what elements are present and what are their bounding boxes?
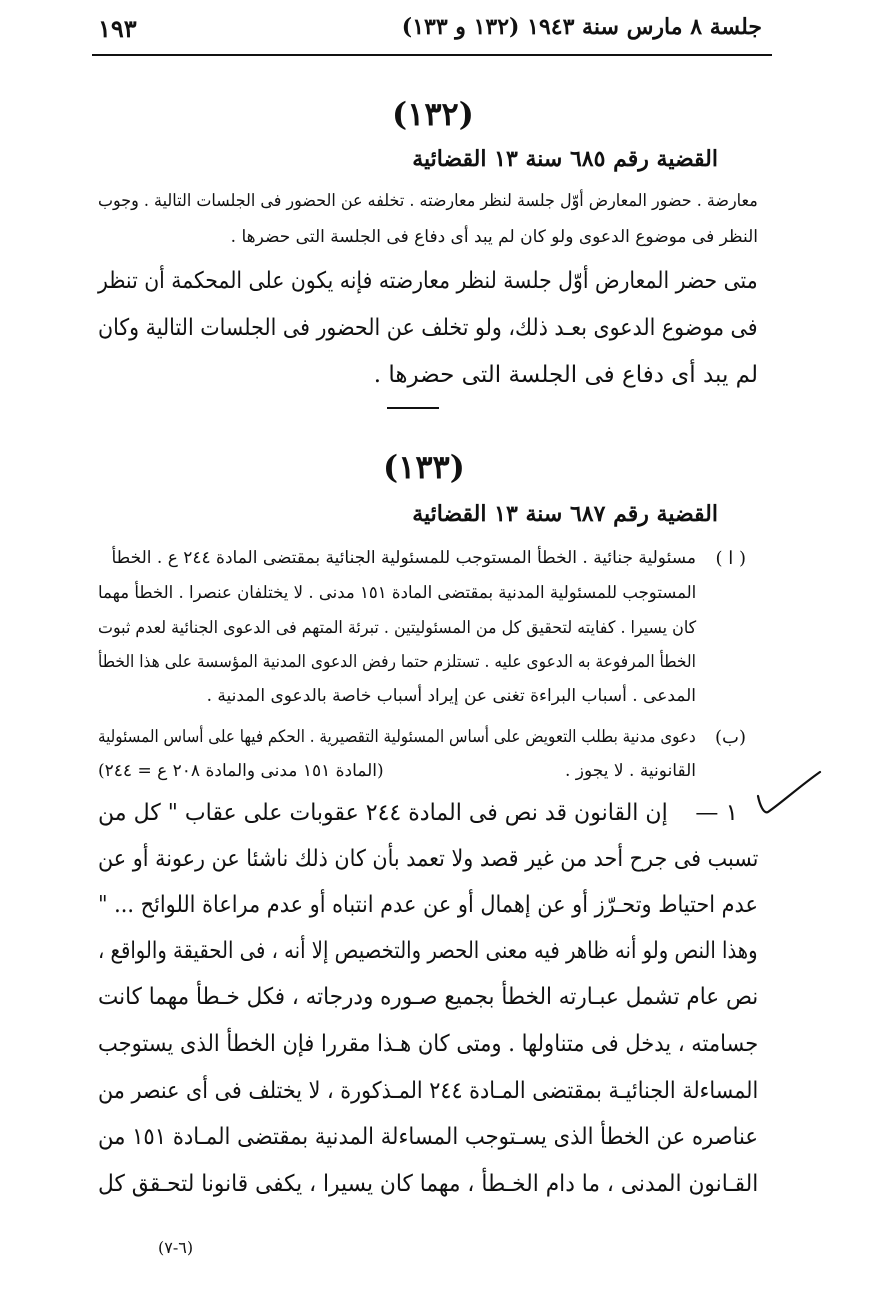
case-reference-132: القضية رقم ٦٨٥ سنة ١٣ القضائية (412, 146, 718, 172)
case-number-133: (١٣٣) (383, 448, 465, 486)
item-b-label: (ب) (715, 727, 746, 748)
body-line: عدم احتياط وتحـرّز أو عن إهمال أو عن عدم انتباه أو عدم مراعاة اللوائح ... " (98, 892, 758, 918)
item-b-citation: (المادة ١٥١ مدنى والمادة ٢٠٨ ع = ٢٤٤) (98, 761, 384, 781)
printer-signature: (٦-٧) (158, 1238, 194, 1257)
item-a-line: مسئولية جنائية . الخطأ المستوجب للمسئولية الجنائية بمقتضى المادة ٢٤٤ ع . الخطأ (111, 548, 696, 568)
case-number-132: (١٣٢) (392, 95, 474, 133)
body-line: عناصره عن الخطأ الذى يسـتوجب المساءلة المدنية بمقتضى المـادة ١٥١ من (98, 1124, 758, 1150)
page-number: ١٩٣ (98, 14, 137, 43)
header-rule (92, 54, 772, 56)
body-line: متى حضر المعارض أوّل جلسة لنظر معارضته فإنه يكون على المحكمة أن تنظر (98, 268, 758, 294)
margin-check-mark-icon (754, 768, 824, 818)
body-line: وهذا النص ولو أنه ظاهر فيه معنى الحصر والتخصيص إلا أنه ، فى الحقيقة والواقع ، (98, 938, 758, 964)
summary-line: معارضة . حضور المعارض أوّل جلسة لنظر معارضته . تخلفه عن الحضور فى الجلسات التالية . وجوب (98, 191, 758, 211)
item-b-line: القانونية . لا يجوز . (565, 761, 696, 781)
paragraph-number: ١ — (695, 800, 738, 826)
body-line: المساءلة الجنائيـة بمقتضى المـادة ٢٤٤ المـذكورة ، لا يختلف فى أى عنصر من (97, 1078, 758, 1104)
item-b-line: دعوى مدنية بطلب التعويض على أساس المسئولية التقصيرية . الحكم فيها على أساس المسئولية (98, 727, 696, 747)
item-a-label: ( ا ) (715, 548, 746, 569)
item-a-line: كان يسيرا . كفايته لتحقيق كل من المسئوليتين . تبرئة المتهم فى الدعوى الجنائية لعدم ثبوت (97, 618, 696, 638)
body-line: جسامته ، يدخل فى متناولها . ومتى كان هـذا مقررا فإن الخطأ الذى يستوجب (97, 1031, 758, 1057)
running-header (98, 10, 762, 50)
summary-line: النظر فى موضوع الدعوى ولو كان لم يبد أى دفاع فى الجلسة التى حضرها . (230, 227, 758, 247)
body-line: فى موضوع الدعوى بعـد ذلك، ولو تخلف عن الحضور فى الجلسات التالية وكان (98, 315, 758, 341)
body-line: لم يبد أى دفاع فى الجلسة التى حضرها . (373, 362, 758, 388)
item-a-line: الخطأ المرفوعة به الدعوى عليه . تستلزم حتما رفض الدعوى المدنية المؤسسة على هذا الخطأ (98, 652, 696, 672)
header-title: جلسة ٨ مارس سنة ١٩٤٣ (١٣٢ و ١٣٣) (401, 14, 762, 40)
section-divider (387, 407, 439, 409)
body-line: تسبب فى جرح أحد من غير قصد ولا تعمد بأن كان ذلك ناشئا عن رعونة أو عن (97, 846, 758, 872)
body-line: نص عام تشمل عبـارته الخطأ بجميع صـوره ودرجاته ، فكل خـطأ مهما كانت (97, 984, 758, 1010)
body-line: القـانون المدنى ، ما دام الخـطأ ، مهما كان يسيرا ، يكفى قانونا لتحـقق كل (97, 1171, 758, 1197)
case-reference-133: القضية رقم ٦٨٧ سنة ١٣ القضائية (412, 501, 718, 527)
body-line: إن القانون قد نص فى المادة ٢٤٤ عقوبات على عقاب " كل من (98, 800, 668, 826)
item-a-line: المستوجب للمسئولية المدنية بمقتضى المادة ١٥١ مدنى . لا يختلفان عنصرا . الخطأ مهما (97, 583, 696, 603)
item-a-line: المدعى . أسباب البراءة تغنى عن إيراد أسباب خاصة بالدعوى المدنية . (206, 686, 696, 706)
